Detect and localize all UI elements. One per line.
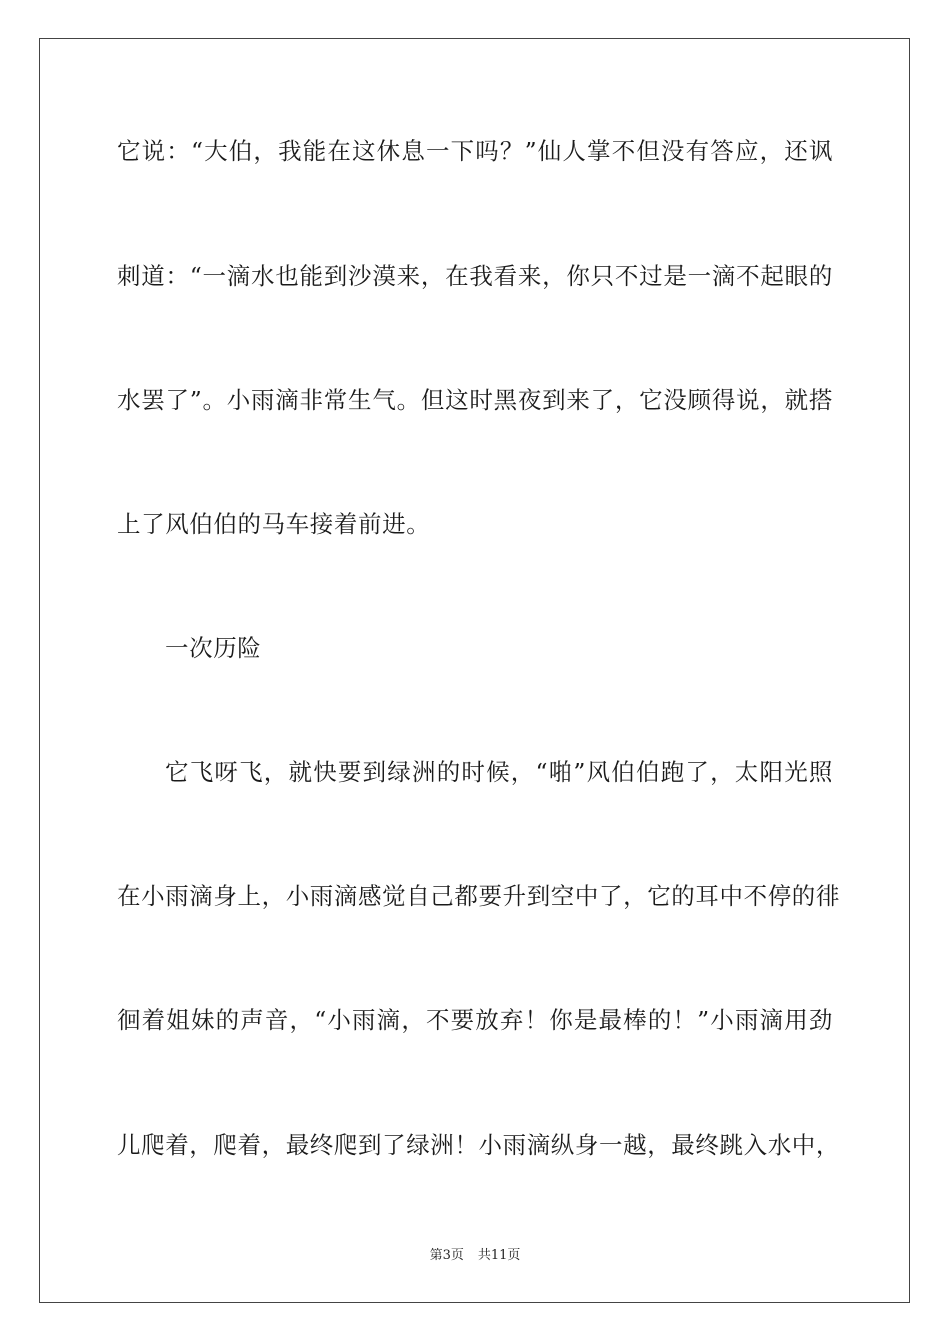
page-number: 第3页 [429,1248,464,1263]
paragraph-line-4: 上了风伯伯的马车接着前进。 [117,510,431,538]
paragraph-line-1: 它说：“大伯，我能在这休息一下吗？”仙人掌不但没有答应，还讽 [117,137,833,165]
page-total: 共11页 [477,1248,521,1263]
paragraph-line-6: 在小雨滴身上，小雨滴感觉自己都要升到空中了，它的耳中不停的徘 [117,882,840,910]
paragraph-line-8: 儿爬着，爬着，最终爬到了绿洲！小雨滴纵身一越，最终跳入水中， [117,1131,840,1159]
page-footer [0,1247,950,1265]
paragraph-line-7: 徊着姐妹的声音，“小雨滴，不要放弃！你是最棒的！”小雨滴用劲 [117,1006,833,1034]
paragraph-line-5: 它飞呀飞，就快要到绿洲的时候，“啪”风伯伯跑了，太阳光照 [165,758,833,786]
page-border [39,38,910,1303]
section-heading: 一次历险 [165,634,262,662]
paragraph-line-2: 刺道：“一滴水也能到沙漠来，在我看来，你只不过是一滴不起眼的 [117,262,833,290]
paragraph-line-3: 水罢了”。小雨滴非常生气。但这时黑夜到来了，它没顾得说，就搭 [117,386,833,414]
